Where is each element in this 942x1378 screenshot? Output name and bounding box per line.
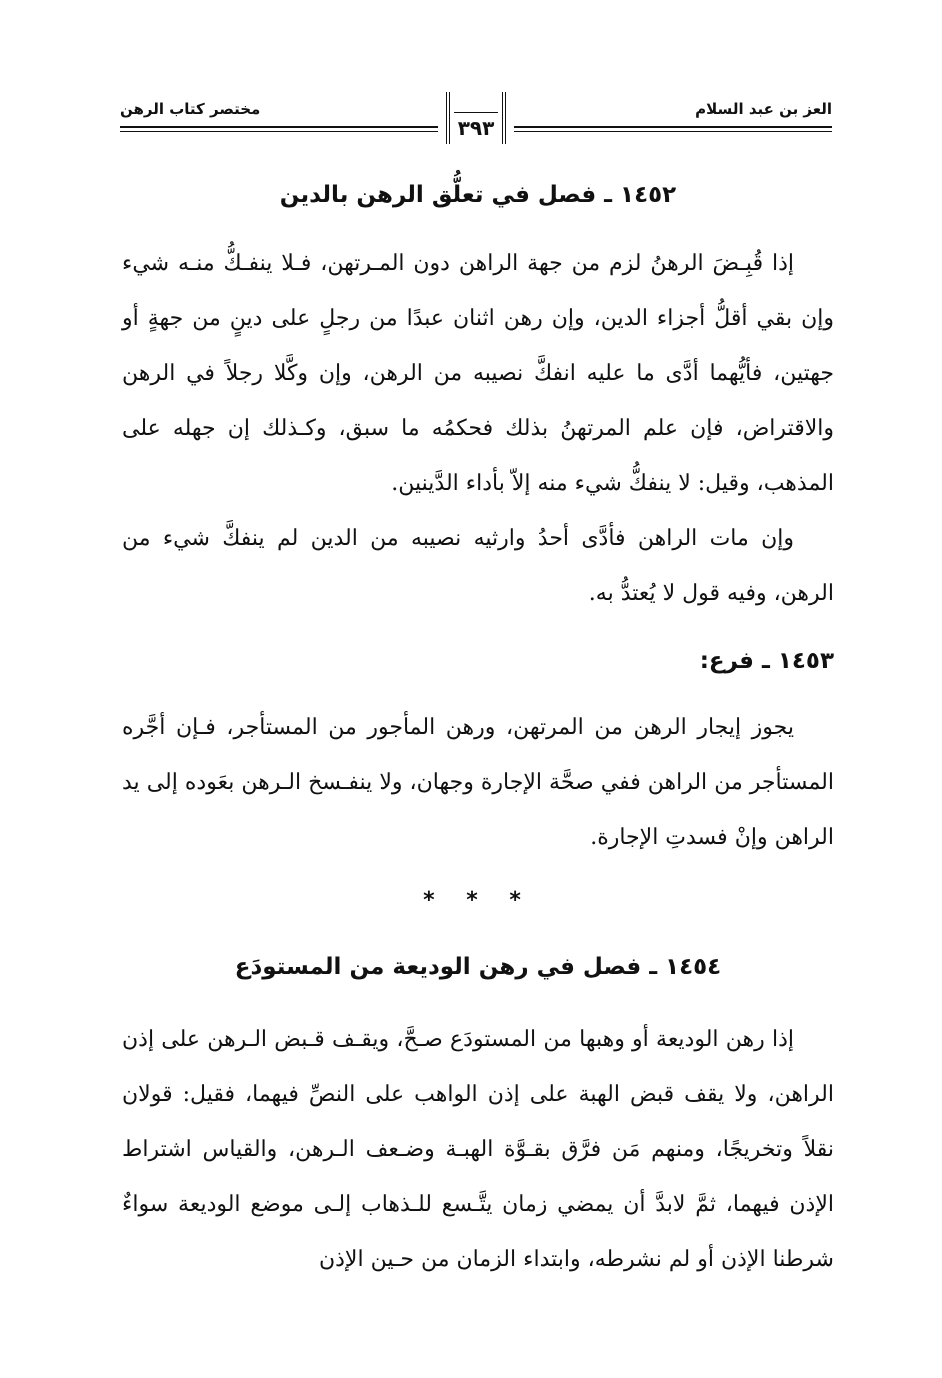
running-header [120, 88, 832, 158]
section-divider: * * * [423, 888, 533, 913]
section-body-1454 [122, 1012, 834, 1287]
header-book-title: مختصر كتاب الرهن [120, 100, 261, 118]
page-number: ٣٩٣ [457, 116, 495, 140]
paragraph: يجوز إيجار الرهن من المرتهن، ورهن المأجور من المستأجر، فـإن أجَّره المستأجر من الراهن ففي صحَّة الإجارة وجهان، ولا ينفـسخ الـرهن بعَوده إلى يد الراهن وإنْ فسدتِ الإجارة. [122, 715, 834, 850]
section-heading-1453: ١٤٥٣ ـ فرع: [699, 648, 834, 674]
header-rule-left-thin [120, 131, 438, 132]
paragraph: وإن مات الراهن فأدَّى أحدُ وارثيه نصيبه من الدين لم ينفكَّ شيء من الرهن، وفيه قول لا يُعتدُّ به. [122, 526, 834, 606]
page-number-frame [446, 92, 506, 144]
header-author: العز بن عبد السلام [695, 100, 832, 118]
section-heading-1454: ١٤٥٤ ـ فصل في رهن الوديعة من المستودَع [234, 954, 722, 980]
paragraph: إذا رهن الوديعة أو وهبها من المستودَع صـحَّ، ويقـف قـبض الـرهن على إذن الراهن، ولا يقف قبض الهبة على إذن الواهب على النصِّ فيهما، فقيل: قولان نقلاً وتخريجًا، ومنهم مَن فرَّق بقـوَّة الهبـة وضـعف الـرهن، والقياس اشتراط الإذن فيهما، ثمَّ لابدَّ أن يمضي زمان يتَّـسع للـذهاب إلـى موضع الوديعة سواءٌ شرطنا الإذن أو لم نشرطه، وابتداء الزمان من حـين الإذن [122, 1027, 834, 1272]
paragraph: إذا قُبِـضَ الرهنُ لزم من جهة الراهن دون المـرتهن، فـلا ينفـكُّ منـه شيء وإن بقي أقلُّ أجزاء الدين، وإن رهن اثنان عبدًا من رجلٍ على دينٍ من جهةٍ أو جهتين، فأيُّهما أدَّى ما عليه انفكَّ نصيبه من الرهن، وإن وكَّلا رجلاً في الرهن والاقتراض، فإن علم المرتهنُ بذلك فحكمُه ما سبق، وكـذلك إن جهله على المذهب، وقيل: لا ينفكُّ شيء منه إلاّ بأداء الدَّينين. [122, 251, 834, 496]
header-rule-right-thin [514, 131, 832, 132]
header-rule-right [514, 126, 832, 128]
section-body-1453 [122, 700, 834, 865]
section-heading-1452: ١٤٥٢ ـ فصل في تعلُّق الرهن بالدين [279, 182, 677, 208]
header-rule-left [120, 126, 438, 128]
section-body-1452 [122, 236, 834, 621]
